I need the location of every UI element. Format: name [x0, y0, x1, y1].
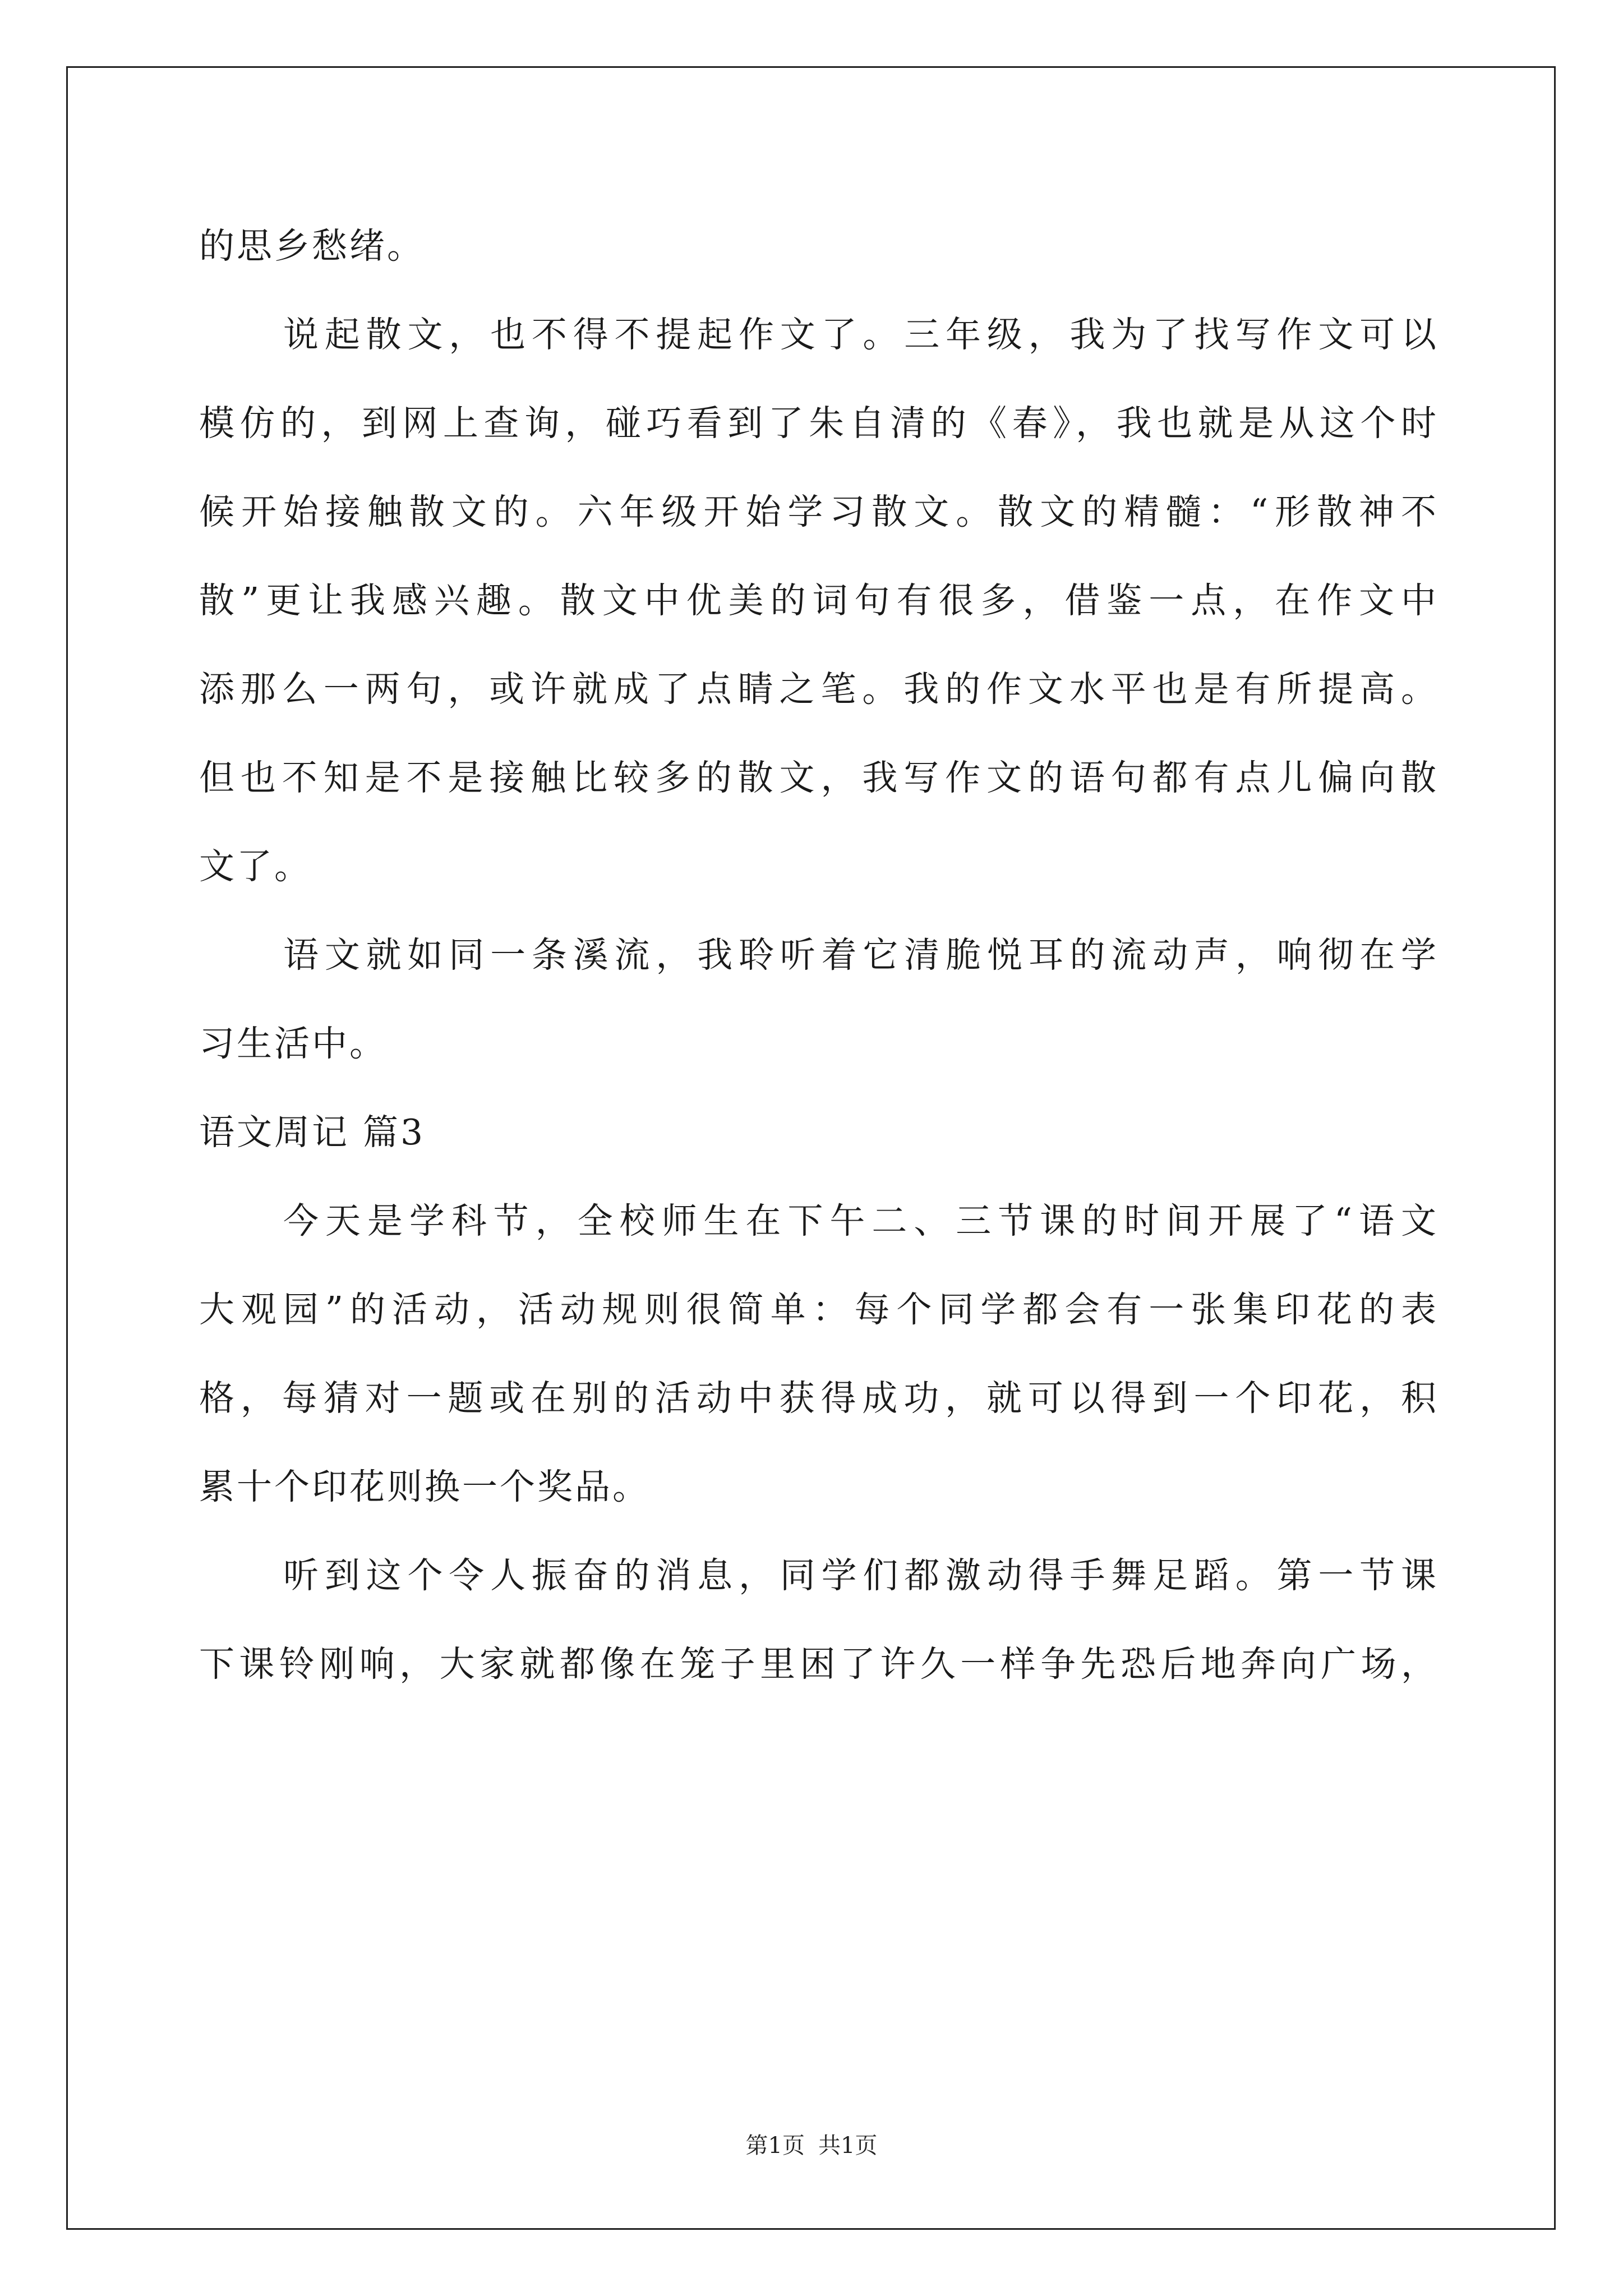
- text-line-14: 格，每猜对一题或在别的活动中获得成功，就可以得到一个印花，积: [199, 1378, 1438, 1419]
- text-line-6: 添那么一两句，或许就成了点睛之笔。我的作文水平也是有所提高。: [199, 669, 1438, 710]
- document-body: [199, 202, 1438, 1709]
- text-line-12: 今天是学科节，全校师生在下午二、三节课的时间开展了“语文: [283, 1200, 1438, 1241]
- page-footer: [0, 2129, 1623, 2162]
- text-line-10: 习生活中。: [199, 1023, 387, 1064]
- text-line-16: 听到这个令人振奋的消息，同学们都激动得手舞足蹈。第一节课: [283, 1555, 1438, 1596]
- text-line-4: 候开始接触散文的。六年级开始学习散文。散文的精髓：“形散神不: [199, 491, 1438, 532]
- text-line-17: 下课铃刚响，大家就都像在笼子里困了许久一样争先恐后地奔向广场，: [199, 1644, 1438, 1685]
- page-number: 第1页: [745, 2133, 805, 2159]
- text-line-8: 文了。: [199, 846, 312, 887]
- text-line-5: 散”更让我感兴趣。散文中优美的词句有很多，借鉴一点，在作文中: [199, 580, 1438, 621]
- text-line-1: 的思乡愁绪。: [199, 226, 425, 266]
- text-line-3: 模仿的，到网上查询，碰巧看到了朱自清的《春》，我也就是从这个时: [199, 403, 1438, 444]
- text-line-9: 语文就如同一条溪流，我聆听着它清脆悦耳的流动声，响彻在学: [283, 935, 1438, 976]
- page-total: 共1页: [818, 2133, 878, 2159]
- text-line-7: 但也不知是不是接触比较多的散文，我写作文的语句都有点儿偏向散: [199, 757, 1438, 798]
- text-line-2: 说起散文，也不得不提起作文了。三年级，我为了找写作文可以: [283, 314, 1438, 355]
- text-line-13: 大观园”的活动，活动规则很简单：每个同学都会有一张集印花的表: [199, 1289, 1438, 1330]
- text-line-15: 累十个印花则换一个奖品。: [199, 1466, 650, 1507]
- section-heading: 语文周记 篇3: [199, 1112, 426, 1153]
